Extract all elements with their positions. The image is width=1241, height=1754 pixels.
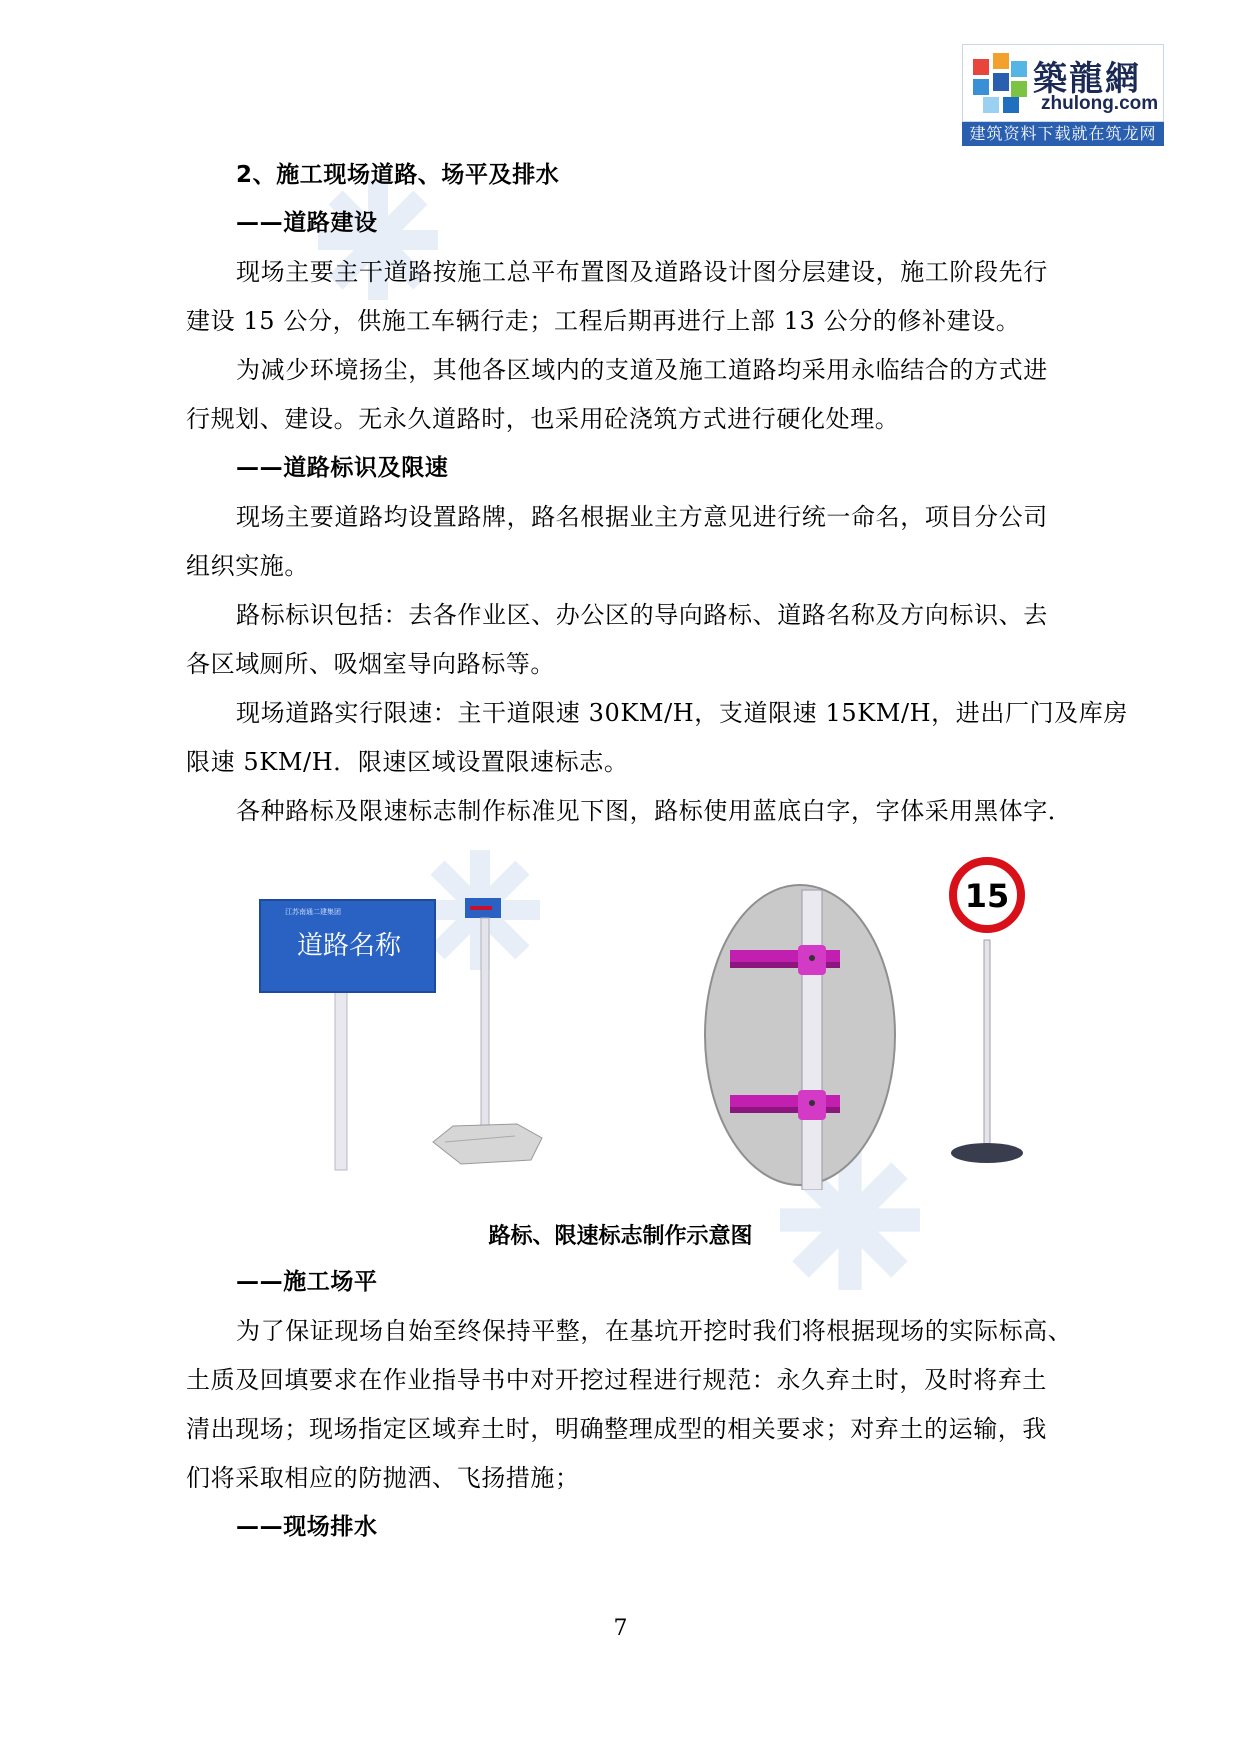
paragraph-line: 限速 5KM/H．限速区域设置限速标志。	[186, 748, 629, 776]
paragraph-line: 建设 15 公分，供施工车辆行走；工程后期再进行上部 13 公分的修补建设。	[186, 307, 1021, 335]
section-title: 2、施工现场道路、场平及排水	[236, 162, 560, 188]
paragraph-line: 现场道路实行限速：主干道限速 30KM/H，支道限速 15KM/H，进出厂门及库房	[236, 699, 1128, 727]
heading-site-leveling: ——施工场平	[236, 1269, 378, 1295]
figure-caption: 路标、限速标志制作示意图	[488, 1224, 753, 1249]
paragraph-line: 行规划、建设。无永久道路时，也采用砼浇筑方式进行硬化处理。	[186, 405, 900, 433]
paragraph-line: 土质及回填要求在作业指导书中对开挖过程进行规范：永久弃土时，及时将弃土	[186, 1366, 1047, 1394]
logo-snowflake-icon	[969, 51, 1031, 117]
sign-road-name: 道路名称	[297, 931, 402, 961]
paragraph-line: 清出现场；现场指定区域弃土时，明确整理成型的相关要求；对弃土的运输，我	[186, 1415, 1047, 1443]
paragraph-line: 各种路标及限速标志制作标准见下图，路标使用蓝底白字，字体采用黑体字．	[236, 797, 1073, 825]
logo-name: 築龍網	[1033, 59, 1141, 99]
paragraph-line: 们将采取相应的防抛洒、飞扬措施；	[186, 1464, 580, 1492]
speed-limit-figure	[670, 850, 1040, 1190]
sign-company-label: 江苏南通二建集团	[285, 908, 341, 916]
paragraph-line: 路标标识包括：去各作业区、办公区的导向路标、道路名称及方向标识、去	[236, 601, 1048, 629]
paragraph-line: 现场主要道路均设置路牌，路名根据业主方意见进行统一命名，项目分公司	[236, 503, 1048, 531]
paragraph-line: 为减少环境扬尘，其他各区域内的支道及施工道路均采用永临结合的方式进	[236, 356, 1048, 384]
zhulong-logo	[962, 44, 1164, 146]
paragraph-line: 各区域厕所、吸烟室导向路标等。	[186, 650, 555, 678]
paragraph-line: 现场主要主干道路按施工总平布置图及道路设计图分层建设，施工阶段先行	[236, 258, 1048, 286]
paragraph-line: 为了保证现场自始至终保持平整，在基坑开挖时我们将根据现场的实际标高、	[236, 1317, 1073, 1345]
logo-slogan: 建筑资料下载就在筑龙网	[962, 122, 1164, 146]
page-number: 7	[613, 1616, 628, 1641]
road-sign-figure	[255, 880, 565, 1180]
logo-url: zhulong.com	[1041, 93, 1159, 114]
speed-limit-value: 15	[964, 877, 1010, 915]
paragraph-line: 组织实施。	[186, 552, 309, 580]
heading-road-signs: ——道路标识及限速	[236, 455, 449, 481]
heading-drainage: ——现场排水	[236, 1514, 378, 1540]
heading-road-construction: ——道路建设	[236, 210, 378, 236]
